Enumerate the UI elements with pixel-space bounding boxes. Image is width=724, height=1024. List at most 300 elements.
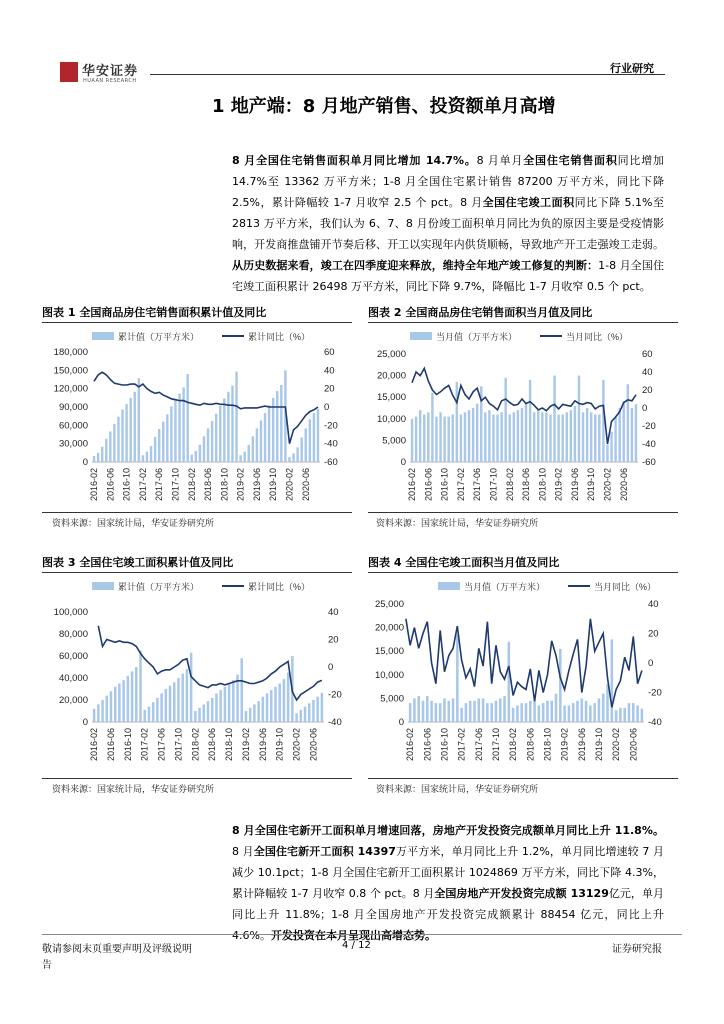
bar (499, 698, 502, 722)
bar (135, 667, 138, 722)
bar (300, 438, 302, 462)
bar (256, 428, 258, 462)
bar (203, 436, 205, 462)
bar (114, 687, 117, 722)
legend-bar-swatch (410, 332, 432, 340)
bar (563, 705, 566, 722)
bar (109, 431, 111, 462)
bar (529, 701, 532, 722)
bar (559, 649, 562, 722)
bar (253, 704, 256, 722)
figure-1-source: 资料来源：国家统计局，华安证券研究所 (52, 519, 215, 529)
paragraph-starts-investment (232, 820, 664, 946)
x-tick-label: 2020-02 (284, 468, 295, 502)
bar (101, 700, 104, 722)
bar (146, 452, 148, 462)
x-tick-label: 2017-02 (456, 728, 467, 762)
bar (158, 429, 160, 462)
page-title: 1 地产端：8 月地产销售、投资额单月高增 (212, 96, 556, 117)
bar (93, 709, 96, 722)
figure-2-rule (368, 322, 678, 323)
bar (476, 404, 478, 462)
bar (589, 705, 592, 722)
company-logo-text: 华安证券 (82, 64, 139, 79)
y-right-tick-label: -60 (642, 457, 656, 468)
figure-4-source: 资料来源：国家统计局，华安证券研究所 (376, 785, 539, 795)
bar (191, 455, 193, 462)
y-left-tick-label: 0 (82, 457, 88, 468)
x-tick-label: 2017-10 (490, 728, 501, 762)
figure-1-rule (42, 322, 352, 323)
bar (150, 446, 152, 462)
bar (154, 437, 156, 462)
bar (419, 410, 421, 462)
bar (312, 700, 315, 722)
bar (517, 410, 519, 462)
bar (423, 414, 425, 462)
bar (509, 414, 511, 462)
para2-term-starts: 全国住宅新开工面积 14397 (253, 845, 396, 858)
bar (452, 698, 455, 722)
x-tick-label: 2016-06 (422, 728, 433, 762)
x-tick-label: 2020-06 (628, 728, 639, 762)
legend-line-label: 累计同比（%） (248, 332, 311, 342)
bar (611, 639, 614, 722)
footer-rule (42, 934, 682, 935)
bar (594, 414, 596, 462)
y-right-tick-label: -20 (642, 421, 656, 432)
figure-1-bottom-rule (42, 512, 352, 513)
y-left-tick-label: 25,000 (376, 349, 406, 360)
bar (177, 678, 180, 722)
bar (623, 708, 626, 722)
bar (231, 386, 233, 462)
bar (521, 408, 523, 462)
y-left-tick-label: 60,000 (58, 651, 88, 662)
bar (280, 385, 282, 462)
bar (566, 412, 568, 462)
x-tick-label: 2016-02 (407, 468, 418, 502)
y-left-tick-label: 180,000 (53, 347, 88, 358)
x-tick-label: 2019-02 (553, 468, 564, 502)
y-left-tick-label: 20,000 (376, 370, 406, 382)
y-right-tick-label: -20 (328, 689, 342, 701)
para1-text-d: 1-8 月全国住宅竣工面积累计 26498 万平方米，同比下降 9.7%，降幅比 1-7 月收窄 0.5 个 pct。 (232, 259, 665, 293)
para1-term-sales: 全国住宅销售面积 (523, 154, 618, 167)
bar (235, 372, 237, 462)
y-right-tick-label: 60 (324, 347, 335, 358)
bar (623, 402, 625, 462)
x-tick-label: 2019-02 (559, 728, 570, 762)
bar (313, 413, 315, 462)
bar (118, 684, 121, 723)
legend-line-label: 当月同比（%） (594, 582, 657, 592)
bar (249, 708, 252, 722)
bar (447, 417, 449, 462)
bar (131, 671, 134, 722)
y-right-tick-label: -40 (324, 438, 338, 450)
x-tick-label: 2016-06 (423, 468, 434, 502)
bar (568, 705, 571, 722)
bar (316, 697, 319, 722)
y-left-tick-label: 20,000 (58, 695, 88, 706)
bar (411, 419, 413, 462)
x-tick-label: 2018-02 (504, 468, 515, 502)
bar (274, 687, 277, 722)
bar (125, 404, 127, 462)
bar (292, 453, 294, 462)
y-right-tick-label: -20 (324, 420, 338, 432)
bar (525, 703, 528, 722)
bar (122, 680, 125, 722)
bar (110, 691, 113, 722)
y-right-tick-label: 0 (324, 402, 330, 413)
bar (468, 410, 470, 462)
bar (472, 408, 474, 462)
bar (610, 432, 612, 462)
y-right-tick-label: 20 (328, 634, 339, 646)
bar (422, 701, 425, 722)
x-tick-label: 2018-06 (525, 728, 536, 762)
bar (194, 711, 197, 722)
bar (456, 382, 458, 462)
bar (482, 698, 485, 722)
bar (186, 374, 188, 462)
legend-bar-swatch (438, 582, 460, 590)
bar (632, 703, 635, 722)
y-right-tick-label: 20 (648, 628, 659, 640)
bar (252, 436, 254, 462)
bar (113, 424, 115, 462)
bar (165, 689, 168, 722)
y-left-tick-label: 0 (398, 717, 404, 728)
chart-legend (410, 331, 628, 342)
bar (97, 704, 100, 722)
bar (435, 703, 438, 722)
bar (170, 406, 172, 462)
x-tick-label: 2017-10 (170, 468, 181, 502)
bar (533, 412, 535, 462)
bar (615, 710, 618, 722)
x-tick-label: 2020-02 (291, 728, 302, 762)
para2-lead: 8 月全国住宅新开工面积单月增速回落，房地产开发投资完成额单月同比上升 11.8%。 (232, 824, 664, 837)
y-left-tick-label: 60,000 (58, 420, 88, 432)
bar (635, 404, 637, 462)
bar (631, 408, 633, 462)
bar (538, 705, 541, 722)
bar (127, 676, 130, 722)
x-tick-label: 2018-10 (537, 468, 548, 502)
bar (264, 413, 266, 462)
bar (488, 410, 490, 462)
figure-4-bottom-rule (368, 778, 678, 779)
bar (503, 696, 506, 722)
bar (268, 405, 270, 462)
bar (257, 701, 260, 722)
bar (582, 412, 584, 462)
footer-disclaimer-continued: 告 (42, 960, 52, 971)
x-tick-label: 2019-10 (593, 728, 604, 762)
y-left-tick-label: 20,000 (374, 622, 404, 634)
para1-text-a: 8 月单月 (476, 154, 524, 167)
chart-legend (92, 581, 310, 592)
para1-text-c: 同比下降 5.1%至 2813 万平方米，我们认为 6、7、8 月份竣工面积单月同比为负的原因主要是受疫情影响，开发商推盘铺开节奏后移、开工以实现年内供货顺畅，导致地产开工走强竣工走弱。 (232, 196, 665, 251)
y-right-tick-label: 20 (642, 385, 653, 396)
bar (228, 684, 231, 723)
bar (430, 701, 433, 722)
x-tick-label: 2017-02 (139, 728, 150, 762)
chart-legend (438, 581, 656, 592)
legend-line-label: 累计同比（%） (248, 582, 311, 592)
bar (443, 698, 446, 722)
bar (321, 693, 324, 722)
figure-2-source: 资料来源：国家统计局，华安证券研究所 (376, 519, 539, 529)
x-tick-label: 2017-06 (472, 468, 483, 502)
bar (492, 414, 494, 462)
bar (504, 378, 506, 462)
x-tick-label: 2019-02 (235, 468, 246, 502)
y-left-tick-label: 10,000 (376, 413, 406, 425)
bar (305, 428, 307, 462)
bar (549, 414, 551, 462)
bar (500, 412, 502, 462)
figure-2-title: 图表 2 全国商品房住宅销售面积当月值及同比 (368, 306, 593, 319)
bar (288, 457, 290, 462)
bar (304, 707, 307, 722)
bar (207, 428, 209, 462)
bar (456, 635, 459, 722)
bar (296, 447, 298, 462)
bar (602, 380, 604, 462)
bar (439, 412, 441, 462)
x-tick-label: 2017-02 (455, 468, 466, 502)
bar (417, 696, 420, 722)
y-left-tick-label: 90,000 (58, 402, 88, 413)
bar (628, 703, 631, 722)
x-tick-label: 2016-02 (89, 468, 100, 502)
bar (278, 684, 281, 723)
x-tick-label: 2018-02 (190, 728, 201, 762)
section-label: 行业研究 (610, 62, 654, 75)
bar (553, 376, 555, 462)
bar (585, 701, 588, 722)
x-tick-label: 2016-06 (105, 728, 116, 762)
bar (308, 703, 311, 722)
bar (486, 703, 489, 722)
bar (586, 408, 588, 462)
bar (166, 414, 168, 462)
bar (520, 703, 523, 722)
bar (545, 412, 547, 462)
x-tick-label: 2016-10 (439, 728, 450, 762)
y-left-tick-label: 5,000 (380, 693, 404, 705)
y-left-tick-label: 150,000 (53, 365, 88, 377)
y-right-tick-label: -60 (324, 457, 338, 468)
bar (636, 705, 639, 722)
bar (447, 701, 450, 722)
bar (606, 445, 608, 462)
x-tick-label: 2019-06 (257, 728, 268, 762)
legend-bar-label: 当月值（万平方米） (464, 582, 546, 592)
bar (148, 707, 151, 722)
para1-lead: 8 月全国住宅销售面积单月同比增加 14.7%。 (232, 154, 477, 167)
x-tick-label: 2019-06 (569, 468, 580, 502)
y-left-tick-label: 25,000 (374, 599, 404, 610)
bar (513, 412, 515, 462)
figure-2-bottom-rule (368, 512, 678, 513)
bar (215, 414, 217, 462)
chart-legend (92, 331, 310, 342)
y-left-tick-label: 120,000 (53, 383, 88, 395)
y-right-tick-label: 40 (642, 367, 653, 378)
y-left-tick-label: 15,000 (374, 646, 404, 658)
bar (317, 409, 319, 462)
x-tick-label: 2017-10 (173, 728, 184, 762)
bar (478, 698, 481, 722)
bar (266, 693, 269, 722)
x-tick-label: 2016-02 (405, 728, 416, 762)
company-logo-mark (60, 62, 78, 82)
x-tick-label: 2020-02 (602, 468, 613, 502)
x-tick-label: 2018-10 (219, 468, 230, 502)
bar (590, 412, 592, 462)
bar (570, 410, 572, 462)
bar (541, 412, 543, 462)
bar (203, 704, 206, 722)
para2-text-c: 亿元，单月同比上升 11.8%；1-8 月全国房地产开发投资完成额累计 88454 亿元，同比上升 4.6%。 (232, 887, 664, 942)
y-right-tick-label: -20 (648, 687, 662, 699)
bar (142, 455, 144, 462)
x-tick-label: 2016-10 (122, 728, 133, 762)
bar (169, 686, 172, 722)
bar (460, 414, 462, 462)
bar (593, 703, 596, 722)
chart-monthly-completion (368, 576, 678, 776)
bar (186, 669, 189, 722)
bar (533, 701, 536, 722)
x-tick-label: 2018-06 (521, 468, 532, 502)
figure-1-title: 图表 1 全国商品房住宅销售面积累计值及同比 (42, 306, 267, 319)
x-tick-label: 2020-02 (611, 728, 622, 762)
para1-judgement: 从历史数据来看，竣工在四季度迎来释放，维持全年地产竣工修复的判断： (232, 259, 599, 272)
para2-conclusion: 开发投资在本月呈现出高增态势。 (270, 929, 436, 942)
bar (309, 419, 311, 462)
x-tick-label: 2018-02 (186, 468, 197, 502)
bar (516, 705, 519, 722)
bar (295, 713, 298, 722)
x-tick-label: 2018-10 (224, 728, 235, 762)
bar (182, 387, 184, 462)
bar (525, 404, 527, 462)
bar (431, 393, 433, 462)
x-tick-label: 2016-02 (89, 728, 100, 762)
bar (572, 703, 575, 722)
bar (473, 701, 476, 722)
legend-line-label: 当月同比（%） (566, 332, 629, 342)
bar (413, 698, 416, 722)
bar (162, 422, 164, 462)
x-tick-label: 2017-02 (137, 468, 148, 502)
x-tick-label: 2018-02 (508, 728, 519, 762)
x-tick-label: 2019-06 (576, 728, 587, 762)
bar (215, 693, 218, 722)
bar (239, 455, 241, 462)
x-tick-label: 2019-10 (586, 468, 597, 502)
bar (606, 684, 609, 722)
bar (129, 398, 131, 462)
x-tick-label: 2018-06 (207, 728, 218, 762)
legend-bar-label: 累计值（万平方米） (118, 582, 200, 592)
figure-3-bottom-rule (42, 778, 352, 779)
bar (198, 708, 201, 722)
bar (232, 680, 235, 722)
y-right-tick-label: -40 (328, 717, 342, 728)
para2-term-investment: 全国房地产开发投资完成额 13129 (434, 887, 609, 900)
bar (427, 412, 429, 462)
bar (578, 376, 580, 462)
bar (557, 414, 559, 462)
x-tick-label: 2019-06 (251, 468, 262, 502)
y-left-tick-label: 15,000 (376, 392, 406, 404)
y-right-tick-label: 20 (324, 383, 335, 395)
bar (469, 701, 472, 722)
legend-bar-swatch (92, 582, 114, 590)
bar (464, 412, 466, 462)
y-left-tick-label: 100,000 (53, 607, 88, 618)
x-tick-label: 2019-02 (240, 728, 251, 762)
x-tick-label: 2017-06 (156, 728, 167, 762)
x-tick-label: 2020-06 (618, 468, 629, 502)
x-tick-label: 2018-10 (542, 728, 553, 762)
bar (574, 406, 576, 462)
y-left-tick-label: 5,000 (382, 435, 406, 447)
y-left-tick-label: 0 (82, 717, 88, 728)
bar (276, 391, 278, 462)
para2-text-a: 8 月 (232, 845, 254, 858)
bar (223, 398, 225, 462)
para1-text-b: 同比增加 14.7%至 13362 万平方米；1-8 月全国住宅累计销售 87200 万平方米，同比下降 2.5%，累计降幅较 1-7 月收窄 2.5 个 pct。8 月 (232, 154, 665, 209)
bar (283, 679, 286, 722)
figure-3-rule (42, 572, 352, 573)
bar (561, 414, 563, 462)
bar (641, 709, 644, 722)
y-right-tick-label: 0 (328, 662, 334, 673)
bar (121, 409, 123, 462)
bar (300, 710, 303, 722)
chart-cumulative-completion (42, 576, 352, 776)
bar (93, 456, 95, 462)
chart-monthly-sales (368, 326, 678, 512)
bar (207, 701, 210, 722)
y-right-tick-label: 40 (324, 365, 335, 377)
bar (211, 421, 213, 462)
x-tick-label: 2016-10 (439, 468, 450, 502)
bar (219, 406, 221, 462)
figure-4-title: 图表 4 全国住宅竣工面积当月值及同比 (368, 556, 560, 569)
bar (97, 453, 99, 462)
figure-3-source: 资料来源：国家统计局，华安证券研究所 (52, 785, 215, 795)
bar (537, 410, 539, 462)
y-right-tick-label: -40 (642, 439, 656, 450)
bar (484, 412, 486, 462)
bar (542, 703, 545, 722)
bar (101, 447, 103, 462)
chart-cumulative-sales (42, 326, 352, 512)
header-rule (150, 74, 665, 75)
bar (260, 420, 262, 462)
bar (105, 696, 108, 722)
footer-report-type: 证券研究报 (612, 944, 662, 955)
